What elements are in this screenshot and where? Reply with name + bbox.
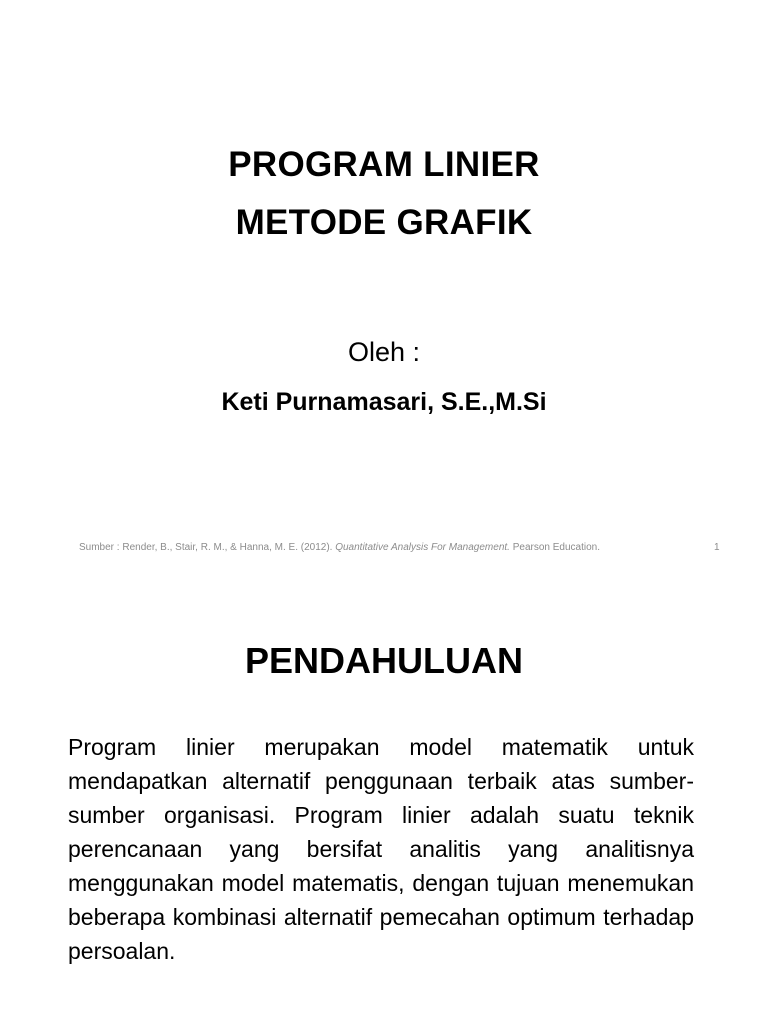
source-citation: Sumber : Render, B., Stair, R. M., & Hanna, M. E. (2012). [79, 542, 333, 553]
source-book-title: Quantitative Analysis For Management. [335, 542, 510, 553]
page-number: 1 [714, 542, 720, 553]
intro-paragraph: Program linier merupakan model matematik untuk mendapatkan alternatif penggunaan terbaik atas sumber-sumber organisasi. Program linier adalah suatu teknik perencanaan yang bersifat analitis yang analitisnya menggunakan model matematis, dengan tujuan menemukan beberapa kombinasi alternatif pemecahan optimum terhadap persoalan. [68, 734, 694, 964]
slide-title-line-1: PROGRAM LINIER [228, 145, 540, 184]
author-name: Keti Purnamasari, S.E.,M.Si [221, 388, 547, 416]
by-label: Oleh : [347, 337, 421, 367]
slide-title-line-2: METODE GRAFIK [235, 203, 533, 242]
source-footer [79, 541, 719, 555]
source-publisher: Pearson Education. [512, 542, 600, 553]
intro-slide [0, 576, 768, 1024]
section-heading: PENDAHULUAN [245, 640, 523, 681]
